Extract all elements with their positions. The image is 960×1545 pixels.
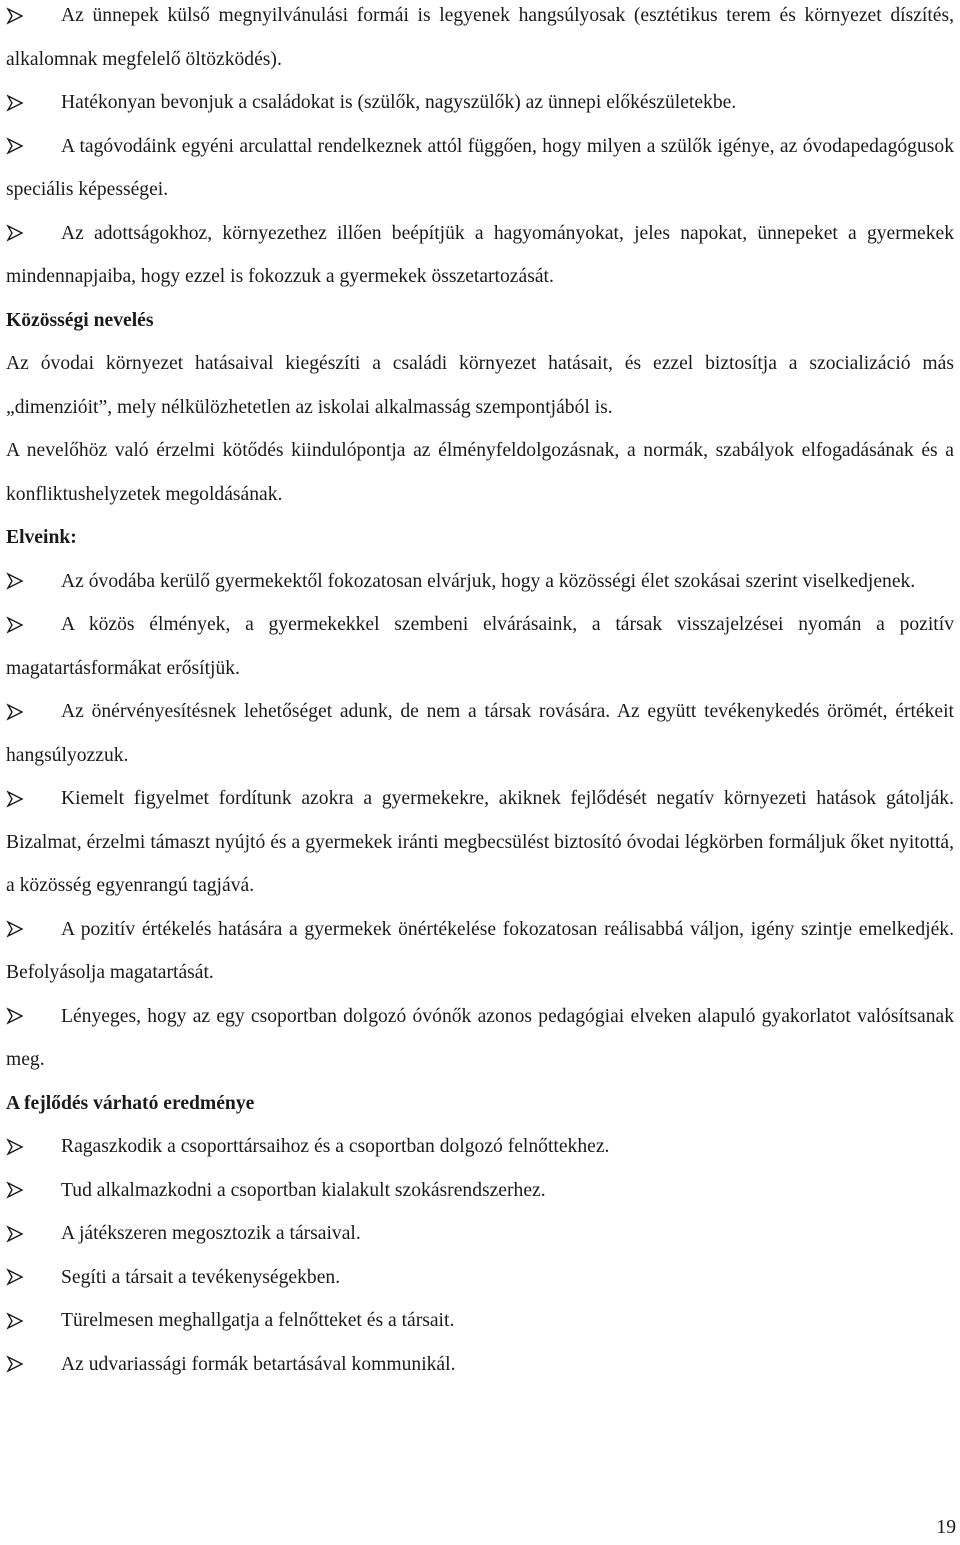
list-item-text: Hatékonyan bevonjuk a családokat is (szülők, nagyszülők) az ünnepi előkészületekbe. <box>61 92 737 113</box>
list-item <box>6 0 954 81</box>
list-item-text: Lényeges, hogy az egy csoportban dolgozó óvónők azonos pedagógiai elveken alapuló gyakorlatot valósítsanak meg. <box>6 1005 954 1070</box>
arrow-bullet-icon <box>6 1299 34 1343</box>
list-item-text: Az ünnepek külső megnyilvánulási formái is legyenek hangsúlyosak (esztétikus terem és környezet díszítés, alkalomnak megfelelő öltözködés). <box>6 5 954 70</box>
arrow-bullet-icon <box>6 1343 34 1387</box>
list-item <box>6 212 954 299</box>
list-item-text: Az óvodába kerülő gyermekektől fokozatosan elvárjuk, hogy a közösségi élet szokásai szerint viselkedjenek. <box>61 570 916 592</box>
list-item-text: Türelmesen meghallgatja a felnőtteket és a társait. <box>61 1310 455 1331</box>
list-item <box>6 125 954 212</box>
section-heading: A fejlődés várható eredménye <box>6 1092 255 1114</box>
arrow-bullet-icon <box>6 1256 34 1300</box>
arrow-bullet-icon <box>6 995 34 1039</box>
arrow-bullet-icon <box>6 1125 34 1169</box>
list-item-text: A tagóvodáink egyéni arculattal rendelkeznek attól függően, hogy milyen a szülők igénye, az óvodapedagógusok speciális képességei. <box>6 135 954 200</box>
list-item-text: A közös élmények, a gyermekekkel szembeni elvárásaink, a társak visszajelzései nyomán a pozitív magatartásformákat erősítjük. <box>6 614 954 679</box>
list-item-text: A pozitív értékelés hatására a gyermekek önértékelése fokozatosan reálisabbá váljon, igény szintje emelkedjék. Befolyásolja magatartását. <box>6 918 954 983</box>
arrow-bullet-icon <box>6 560 34 604</box>
arrow-bullet-icon <box>6 1212 34 1256</box>
list-item-text: Az adottságokhoz, környezethez illően beépítjük a hagyományokat, jeles napokat, ünnepeket a gyermekek mindennapjaiba, hogy ezzel is fokozzuk a gyermekek összetartozását. <box>6 222 954 287</box>
list-item <box>6 1299 954 1343</box>
list-item <box>6 560 954 604</box>
arrow-bullet-icon <box>6 908 34 952</box>
paragraph: A nevelőhöz való érzelmi kötődés kiindulópontja az élményfeldolgozásnak, a normák, szabályok elfogadásának és a konfliktushelyzetek megoldásának. <box>6 440 954 505</box>
list-item <box>6 995 954 1082</box>
list-item <box>6 690 954 777</box>
list-item <box>6 1343 954 1387</box>
list-item-text: Ragaszkodik a csoporttársaihoz és a csoportban dolgozó felnőttekhez. <box>61 1136 610 1157</box>
paragraph: Az óvodai környezet hatásaival kiegészíti a családi környezet hatásait, és ezzel biztosítja a szocializáció más „dimenzióit”, mely nélkülözhetetlen az iskolai alkalmasság szempontjából is. <box>6 353 954 418</box>
list-item <box>6 81 954 125</box>
list-item <box>6 1212 954 1256</box>
document-page <box>6 0 954 1386</box>
arrow-bullet-icon <box>6 212 34 256</box>
list-item-text: Az önérvényesítésnek lehetőséget adunk, de nem a társak rovására. Az együtt tevékenykedés örömét, értékeit hangsúlyozzuk. <box>6 701 954 766</box>
arrow-bullet-icon <box>6 690 34 734</box>
arrow-bullet-icon <box>6 81 34 125</box>
list-item-text: Az udvariassági formák betartásával kommunikál. <box>61 1353 456 1375</box>
list-item-text: Kiemelt figyelmet fordítunk azokra a gyermekekre, akiknek fejlődését negatív környezeti hatások gátolják. Bizalmat, érzelmi támaszt nyújtó és a gyermekek iránti megbecsülést biztosító óvodai légkörben formáljuk őket nyitottá, a közösség egyenrangú tagjává. <box>6 788 954 896</box>
arrow-bullet-icon <box>6 777 34 821</box>
arrow-bullet-icon <box>6 0 34 38</box>
list-item <box>6 777 954 908</box>
list-item <box>6 1125 954 1169</box>
list-item <box>6 1256 954 1300</box>
arrow-bullet-icon <box>6 1169 34 1213</box>
arrow-bullet-icon <box>6 603 34 647</box>
arrow-bullet-icon <box>6 125 34 169</box>
page-number: 19 <box>936 1517 956 1538</box>
list-item <box>6 1169 954 1213</box>
list-item-text: A játékszeren megosztozik a társaival. <box>61 1223 361 1244</box>
list-item-text: Tud alkalmazkodni a csoportban kialakult szokásrendszerhez. <box>61 1179 546 1201</box>
section-heading: Elveink: <box>6 527 77 548</box>
list-item-text: Segíti a társait a tevékenységekben. <box>61 1266 341 1288</box>
section-heading: Közösségi nevelés <box>6 309 154 331</box>
list-item <box>6 908 954 995</box>
list-item <box>6 603 954 690</box>
